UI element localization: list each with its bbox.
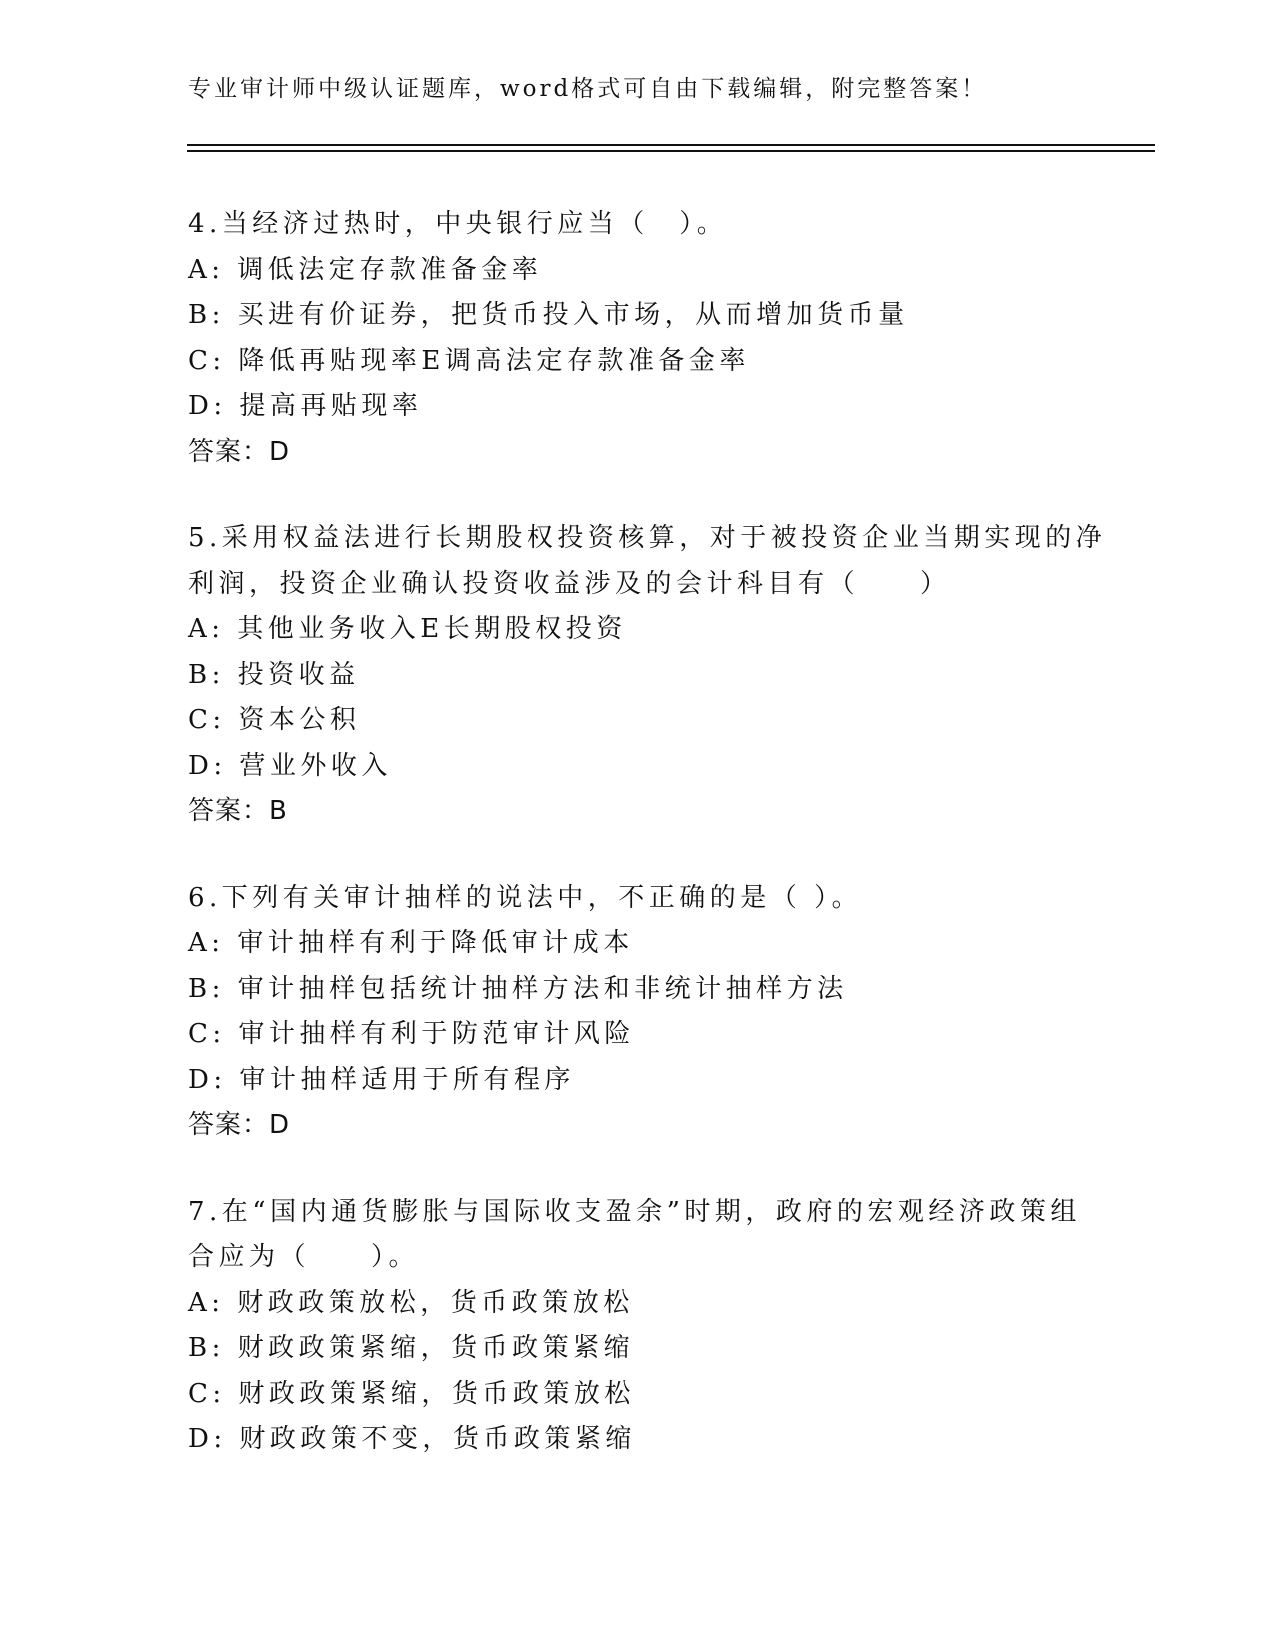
option-b: B: 财政政策紧缩，货币政策紧缩 — [188, 1333, 635, 1363]
answer: 答案：B — [188, 796, 288, 826]
header-divider — [187, 144, 1155, 152]
option-a: A: 审计抽样有利于降低审计成本 — [188, 928, 634, 958]
option-c: C: 财政政策紧缩，货币政策放松 — [188, 1378, 635, 1409]
option-a: A: 调低法定存款准备金率 — [188, 254, 543, 285]
option-b: B: 审计抽样包括统计抽样方法和非统计抽样方法 — [188, 973, 848, 1004]
option-d: D: 财政政策不变，货币政策紧缩 — [188, 1424, 636, 1454]
answer: 答案：D — [188, 1110, 291, 1140]
option-b: B: 投资收益 — [188, 659, 360, 690]
option-d: D: 审计抽样适用于所有程序 — [188, 1064, 575, 1095]
option-a: A: 其他业务收入E长期股权投资 — [188, 614, 627, 644]
option-d: D: 提高再贴现率 — [188, 391, 423, 421]
option-a: A: 财政政策放松，货币政策放松 — [188, 1287, 634, 1318]
question-5 — [188, 516, 1148, 835]
option-c: C: 资本公积 — [188, 705, 361, 735]
question-stem-continued: 利润，投资企业确认投资收益涉及的会计科目有（ ） — [188, 568, 951, 599]
question-4 — [188, 202, 1148, 475]
option-c: C: 降低再贴现率E调高法定存款准备金率 — [188, 345, 750, 376]
answer: 答案：D — [188, 436, 291, 467]
option-c: C: 审计抽样有利于防范审计风险 — [188, 1019, 635, 1049]
question-stem: 6.下列有关审计抽样的说法中，不正确的是（ ）。 — [188, 882, 863, 913]
question-6 — [188, 876, 1148, 1149]
question-list — [188, 202, 1148, 1504]
option-d: D: 营业外收入 — [188, 750, 392, 781]
question-stem: 7.在“国内通货膨胀与国际收支盈余”时期，政府的宏观经济政策组 — [188, 1196, 1081, 1227]
option-b: B: 买进有价证券，把货币投入市场，从而增加货币量 — [188, 300, 909, 330]
question-stem-continued: 合应为（ ）。 — [188, 1242, 420, 1272]
question-stem: 4.当经济过热时，中央银行应当（ ）。 — [188, 209, 728, 239]
question-7 — [188, 1190, 1148, 1463]
question-stem: 5.采用权益法进行长期股权投资核算，对于被投资企业当期实现的净 — [188, 523, 1107, 553]
page-header: 专业审计师中级认证题库，word格式可自由下载编辑，附完整答案！ — [188, 76, 988, 102]
